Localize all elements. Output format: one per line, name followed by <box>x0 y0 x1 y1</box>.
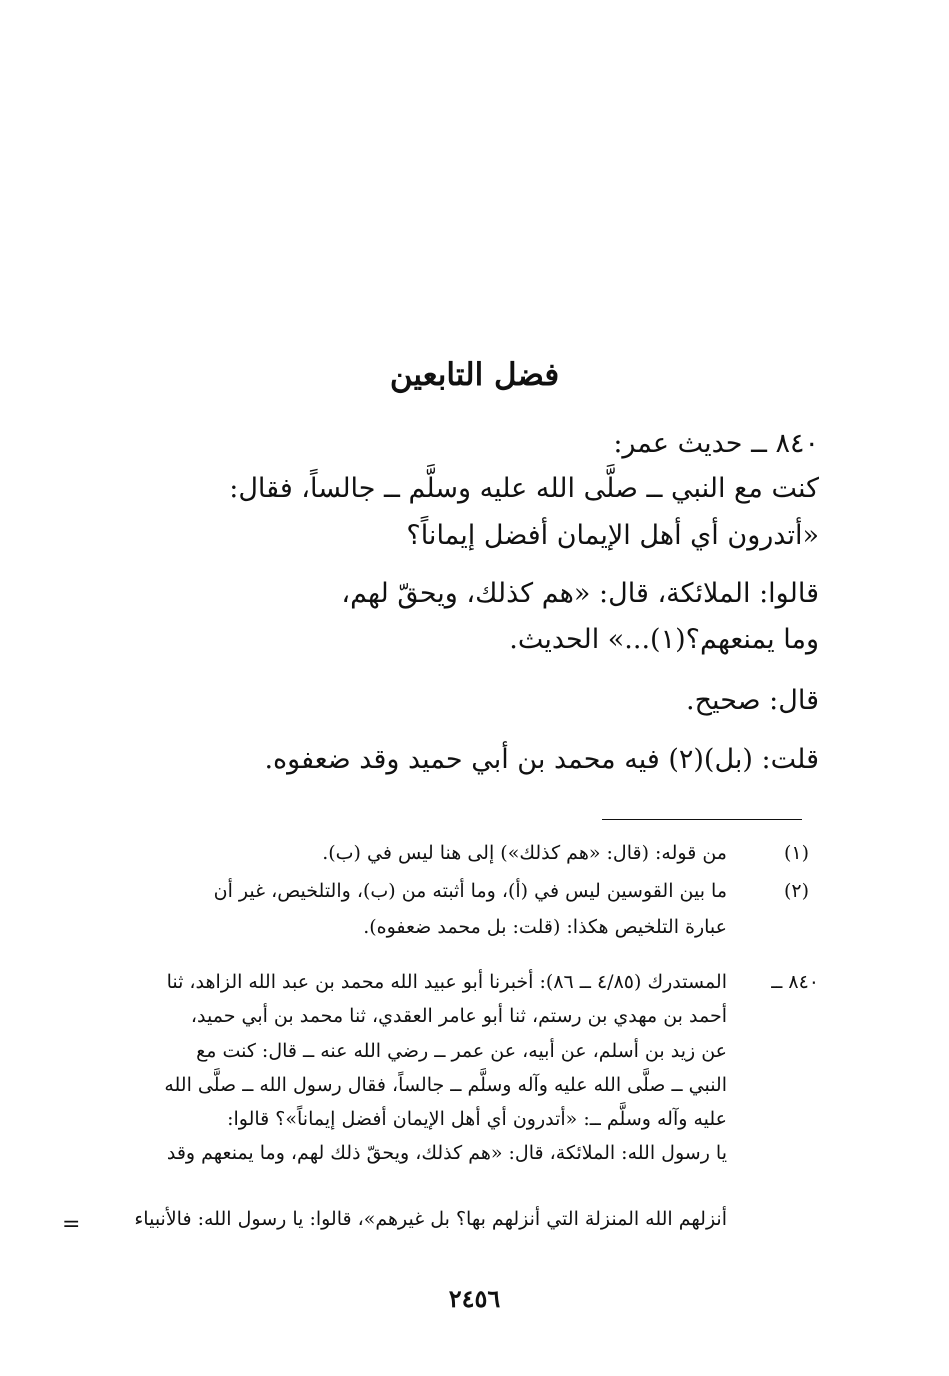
source-line: المستدرك (٤/٨٥ ــ ٨٦): أخبرنا أبو عبيد الله محمد بن عبد الله الزاهد، ثنا <box>166 971 727 993</box>
hadith-line: قالوا: الملائكة، قال: «هم كذلك، ويحقّ لهم، <box>341 578 819 609</box>
source-line: أنزلهم الله المنزلة التي أنزلهم بها؟ بل غيرهم»، قالوا: يا رسول الله: فالأنبياء <box>134 1208 727 1230</box>
footnote-number: (٢) <box>783 880 809 902</box>
chapter-title: فضل التابعين <box>389 357 560 393</box>
footnote-number: (١) <box>783 842 809 864</box>
source-number: ٨٤٠ ــ <box>771 971 819 993</box>
hadith-line: وما يمنعهم؟(١)...» الحديث. <box>509 624 819 655</box>
hadith-line: قلت: (بل)(٢) فيه محمد بن أبي حميد وقد ضعفوه. <box>264 744 819 775</box>
source-line: أحمد بن مهدي بن رستم، ثنا أبو عامر العقدي، ثنا محمد بن أبي حميد، <box>190 1005 727 1027</box>
hadith-line: قال: صحيح. <box>686 685 819 716</box>
hadith-line: كنت مع النبي ــ صلَّى الله عليه وسلَّم ــ جالساً، فقال: <box>229 473 819 504</box>
footnote-divider <box>602 819 802 820</box>
continuation-mark: = <box>62 1212 81 1237</box>
hadith-line: «أتدرون أي أهل الإيمان أفضل إيماناً؟ <box>406 520 819 551</box>
source-line: النبي ــ صلَّى الله عليه وآله وسلَّم ــ جالساً، فقال رسول الله ــ صلَّى الله <box>164 1074 727 1096</box>
page-number: ٢٤٥٦ <box>448 1284 501 1313</box>
hadith-heading: ٨٤٠ ــ حديث عمر: <box>613 428 819 459</box>
source-line: عن زيد بن أسلم، عن أبيه، عن عمر ــ رضي الله عنه ــ قال: كنت مع <box>196 1040 727 1062</box>
footnote-text: من قوله: (قال: «هم كذلك») إلى هنا ليس في (ب). <box>322 842 727 864</box>
source-line: يا رسول الله: الملائكة، قال: «هم كذلك، ويحقّ ذلك لهم، وما يمنعهم وقد <box>166 1142 727 1164</box>
footnote-text: عبارة التلخيص هكذا: (قلت: بل محمد ضعفوه). <box>363 916 727 938</box>
source-line: عليه وآله وسلَّم ــ: «أتدرون أي أهل الإيمان أفضل إيماناً»؟ قالوا: <box>227 1108 727 1130</box>
footnote-text: ما بين القوسين ليس في (أ)، وما أثبته من (ب)، والتلخيص، غير أن <box>213 880 727 902</box>
